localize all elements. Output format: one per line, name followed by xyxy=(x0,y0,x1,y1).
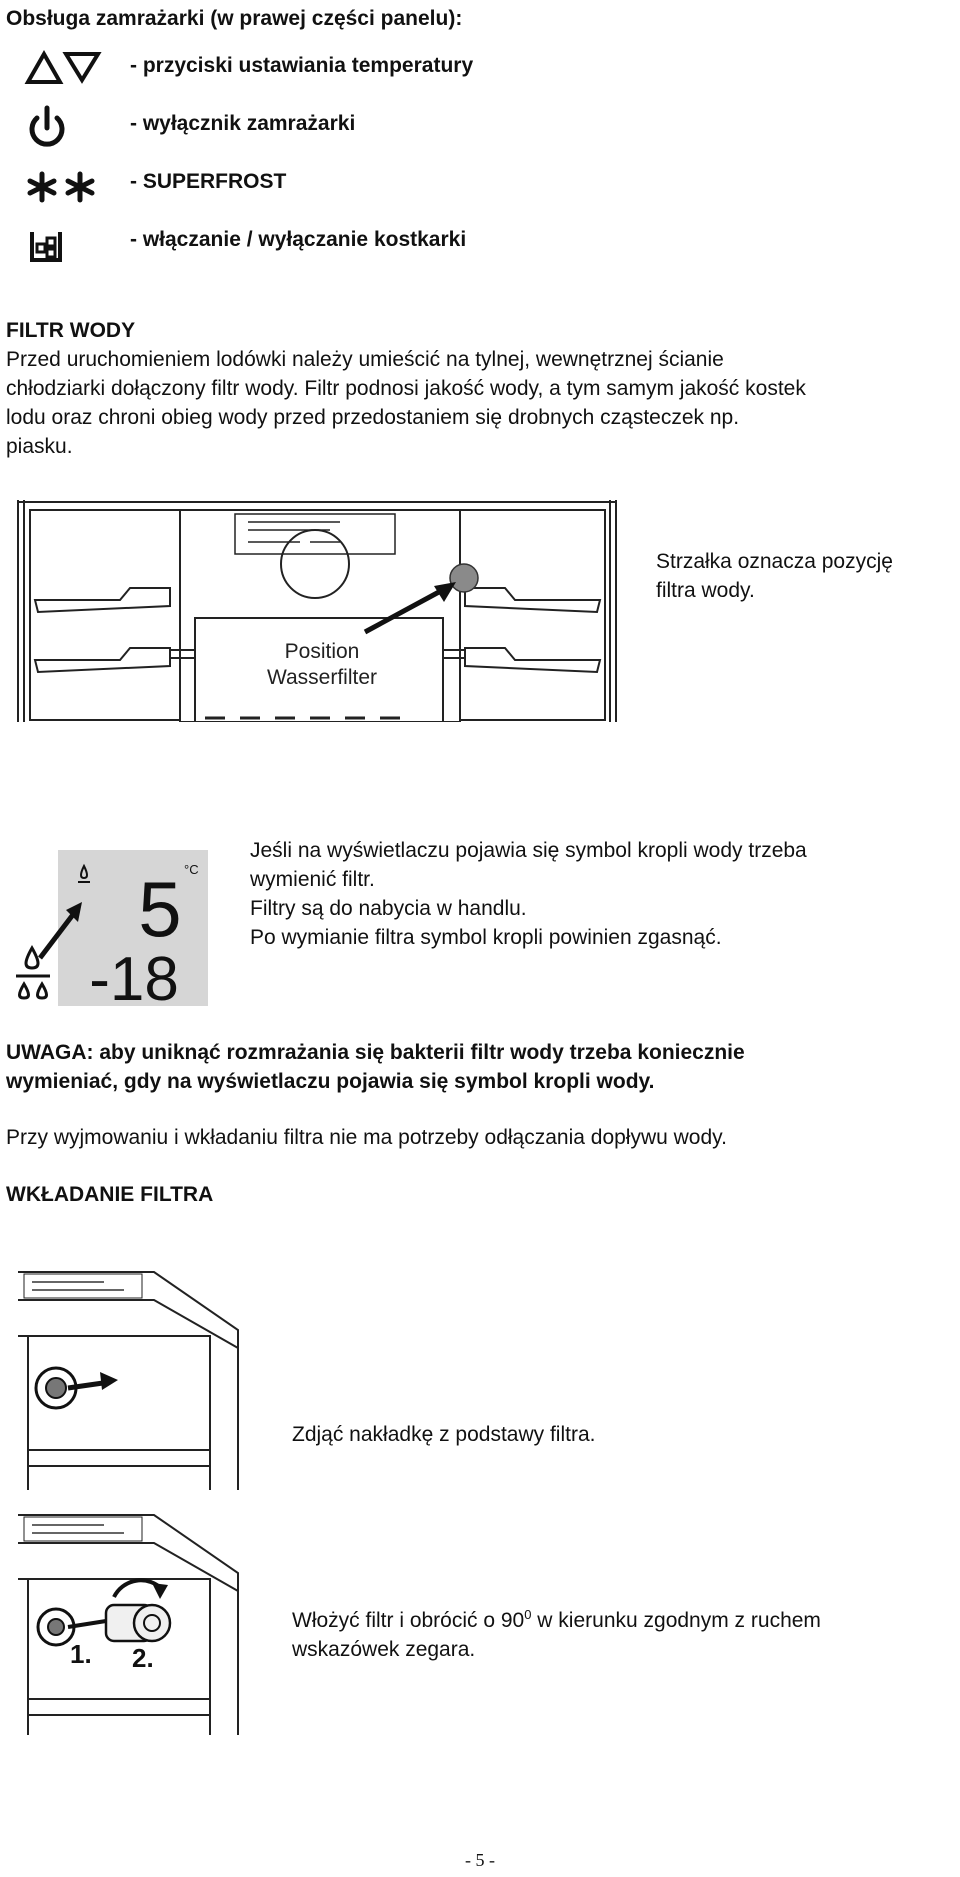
no-disconnect-note: Przy wyjmowaniu i wkładaniu filtra nie ma potrzeby odłączania dopływu wody. xyxy=(6,1126,727,1149)
control-row-icemaker xyxy=(0,220,700,270)
control-row-power xyxy=(0,104,700,154)
display-line: wymienić filtr. xyxy=(250,868,375,891)
power-icon xyxy=(24,104,104,154)
display-unit: °C xyxy=(184,862,199,877)
control-row-superfrost xyxy=(0,162,700,212)
step2-text-a: Włożyć filtr i obrócić o 90 xyxy=(292,1609,525,1632)
caption-line: filtra wody. xyxy=(656,579,755,602)
control-row-temperature xyxy=(0,46,700,96)
warning-line: UWAGA: aby uniknąć rozmrażania się bakterii filtr wody trzeba koniecznie xyxy=(6,1041,745,1064)
page-number: - 5 - xyxy=(465,1850,495,1870)
insert-heading: WKŁADANIE FILTRA xyxy=(6,1183,214,1206)
ice-cube-icon xyxy=(24,220,104,270)
step2-figure xyxy=(6,1513,248,1735)
display-paragraph xyxy=(250,836,950,952)
control-label: - SUPERFROST xyxy=(130,170,287,193)
figure1-caption xyxy=(656,547,893,605)
control-label: - włączanie / wyłączanie kostkarki xyxy=(130,228,467,251)
snowflake-icon xyxy=(24,162,104,212)
display-bottom-digits: -18 xyxy=(89,945,179,1014)
control-label: - wyłącznik zamrażarki xyxy=(130,112,356,135)
control-label: - przyciski ustawiania temperatury xyxy=(130,54,474,77)
filter-line: lodu oraz chroni obieg wody przed przedostaniem się drobnych cząsteczek np. xyxy=(6,406,740,429)
display-line: Jeśli na wyświetlaczu pojawia się symbol kropli wody trzeba xyxy=(250,839,807,862)
step2-line: wskazówek zegara. xyxy=(292,1638,476,1661)
step1-text: Zdjąć nakładkę z podstawy filtra. xyxy=(292,1423,596,1446)
step-label-2: 2. xyxy=(132,1643,154,1673)
filter-position-figure xyxy=(10,500,620,722)
temperature-arrows-icon xyxy=(24,46,104,96)
step2-line xyxy=(292,1600,952,1635)
degree-superscript: 0 xyxy=(524,1607,532,1622)
display-line: Po wymianie filtra symbol kropli powinien zgasnąć. xyxy=(250,926,722,949)
step-label-1: 1. xyxy=(70,1639,92,1669)
filter-title: FILTR WODY xyxy=(6,319,136,342)
warning-line: wymieniać, gdy na wyświetlaczu pojawia się symbol kropli wody. xyxy=(6,1070,655,1093)
filter-paragraph xyxy=(6,345,956,461)
step1-figure xyxy=(14,1270,246,1490)
display-figure xyxy=(10,848,210,1024)
display-top-digit: 5 xyxy=(138,865,182,953)
freezer-heading: Obsługa zamrażarki (w prawej części panelu): xyxy=(6,7,463,30)
warning-paragraph xyxy=(6,1038,956,1096)
caption-line: Strzałka oznacza pozycję xyxy=(656,550,893,573)
wasserfilter-label: Wasserfilter xyxy=(266,666,378,689)
step2-text-b: w kierunku zgodnym z ruchem xyxy=(531,1609,821,1632)
step2-paragraph xyxy=(292,1600,952,1664)
filter-line: piasku. xyxy=(6,435,73,458)
filter-line: chłodziarki dołączony filtr wody. Filtr podnosi jakość wody, a tym samym jakość kostek xyxy=(6,377,806,400)
display-line: Filtry są do nabycia w handlu. xyxy=(250,897,527,920)
filter-line: Przed uruchomieniem lodówki należy umieścić na tylnej, wewnętrznej ścianie xyxy=(6,348,724,371)
position-label: Position xyxy=(284,640,360,663)
